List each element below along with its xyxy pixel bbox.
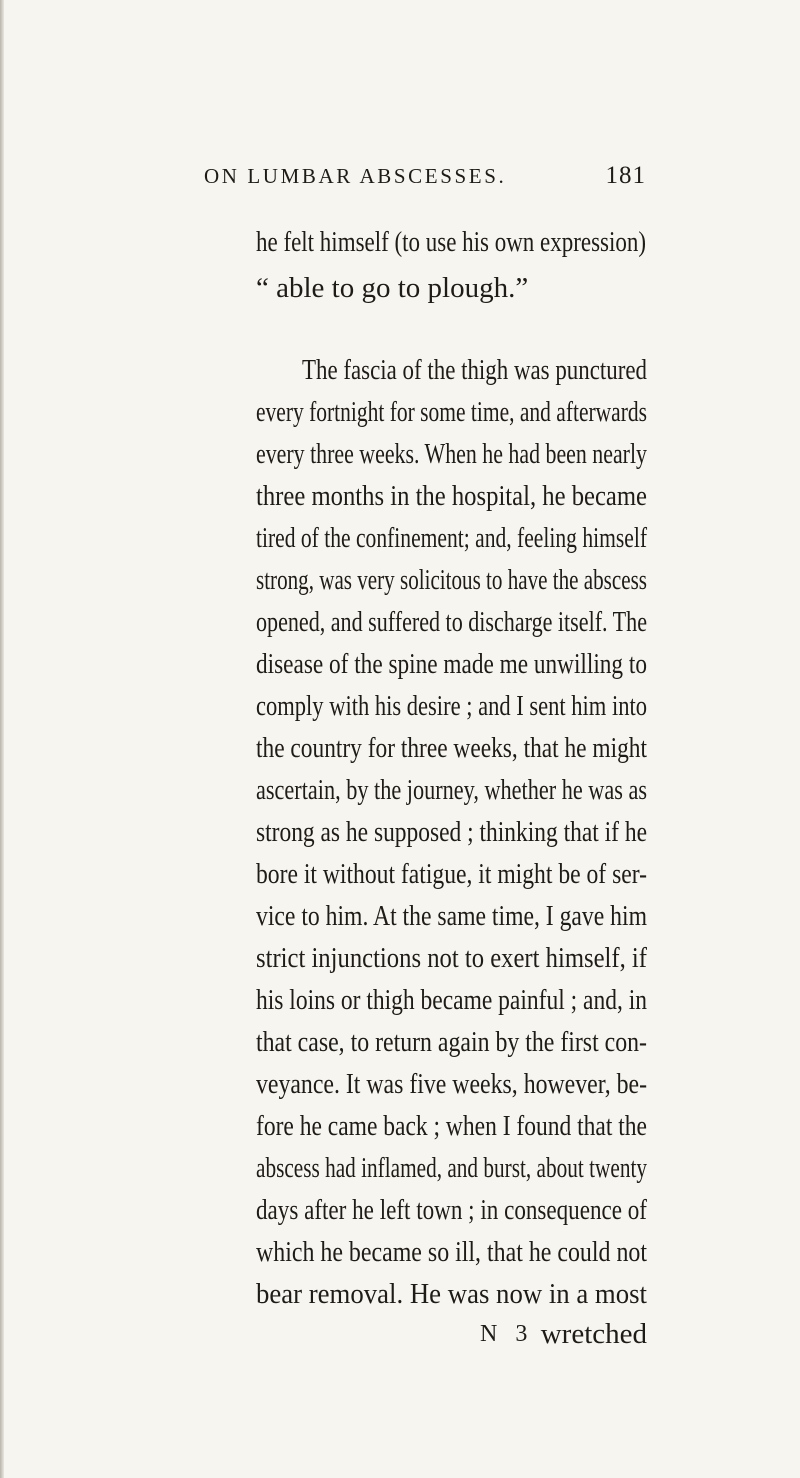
running-head	[204, 164, 646, 194]
text-line: his loins or thigh became painful ; and, in	[256, 984, 647, 1016]
paragraph-first-line: The fascia of the thigh was punctured	[302, 354, 647, 386]
text-line: abscess had inflamed, and burst, about twenty	[256, 1152, 647, 1184]
running-title: ON LUMBAR ABSCESSES.	[204, 164, 507, 188]
text-line: three months in the hospital, he became	[256, 480, 647, 512]
text-line: fore he came back ; when I found that the	[256, 1110, 647, 1142]
text-line: bear removal. He was now in a most	[256, 1278, 647, 1310]
text-line: tired of the confinement; and, feeling himself	[256, 522, 647, 554]
text-line: every fortnight for some time, and afterwards	[256, 396, 647, 428]
text-line: veyance. It was five weeks, however, be-	[256, 1068, 647, 1100]
text-line: strong, was very solicitous to have the abscess	[256, 564, 647, 596]
text-line: “ able to go to plough.”	[256, 272, 529, 304]
page-number: 181	[605, 162, 646, 189]
text-line: strong as he supposed ; thinking that if he	[256, 816, 647, 848]
text-line: every three weeks. When he had been nearly	[256, 438, 647, 470]
text-line: opened, and suffered to discharge itself. The	[256, 606, 647, 638]
text-line: vice to him. At the same time, I gave him	[256, 900, 647, 932]
text-line: disease of the spine made me unwilling to	[256, 648, 647, 680]
text-line: comply with his desire ; and I sent him into	[256, 690, 647, 722]
text-line: which he became so ill, that he could not	[256, 1236, 647, 1268]
text-line: he felt himself (to use his own expression)	[256, 226, 646, 258]
text-line: strict injunctions not to exert himself, if	[256, 942, 647, 974]
catchword: wretched	[540, 1318, 647, 1350]
text-line: that case, to return again by the first con-	[256, 1026, 647, 1058]
text-line: days after he left town ; in consequence of	[256, 1194, 647, 1226]
signature-mark: N 3	[480, 1321, 534, 1347]
page-edge	[0, 0, 4, 1478]
text-line: the country for three weeks, that he might	[256, 732, 647, 764]
text-line: ascertain, by the journey, whether he was as	[256, 774, 647, 806]
text-line: bore it without fatigue, it might be of ser-	[256, 858, 647, 890]
